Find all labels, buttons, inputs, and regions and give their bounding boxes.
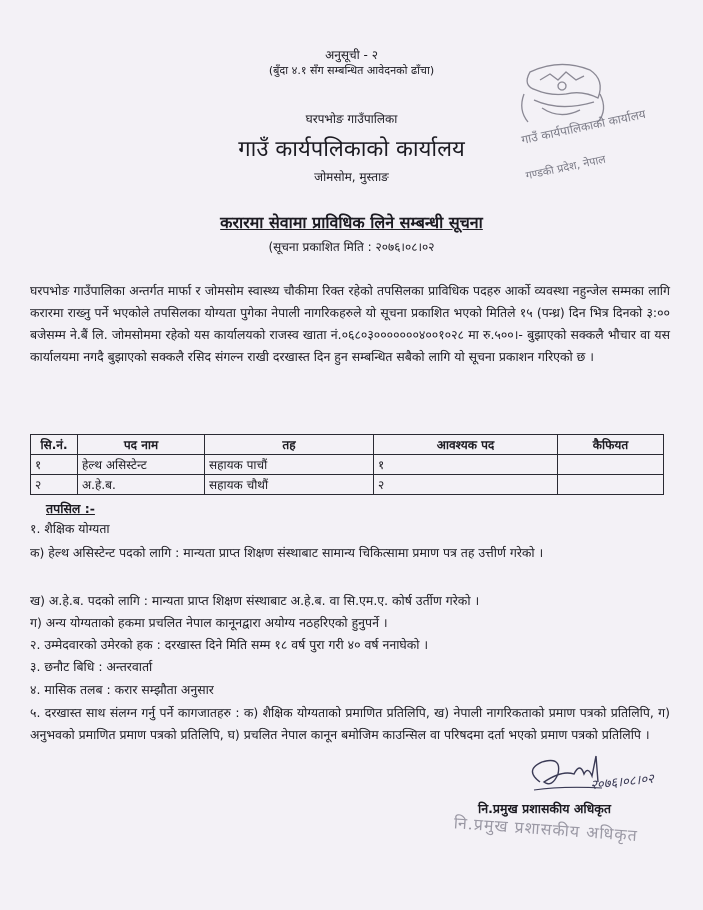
signatory-title: नि.प्रमुख प्रशासकीय अधिकृत <box>478 801 612 816</box>
posts-table <box>30 434 664 495</box>
seal-text-office: गाउँ कार्यपालिकाको कार्यालय <box>520 106 647 148</box>
annexure-item: क) हेल्थ असिस्टेन्ट पदको लागि : मान्यता प्राप्त शिक्षण संस्थाबाट सामान्य चिकित्सामा प्रमाण पत्र तह उत्तीर्ण गरेको । <box>30 545 544 560</box>
annexure-item: १. शैक्षिक योग्यता <box>30 521 110 536</box>
annexure-item: ग) अन्य योग्यताको हकमा प्रचलित नेपाल कानूनद्वारा अयोग्य नठहरिएको हुनुपर्ने । <box>30 615 388 630</box>
notice-title: करारमा सेवामा प्राविधिक लिने सम्बन्धी सूचना <box>220 213 483 232</box>
table-row <box>31 455 664 475</box>
annexure-item: ख) अ.हे.ब. पदको लागि : मान्यता प्राप्त शिक्षण संस्थाबाट अ.हे.ब. वा सि.एम.ए. कोर्ष उर्तीण गरेको । <box>30 593 480 608</box>
annexure-item: ३. छनौट बिधि : अन्तरवार्ता <box>30 659 153 674</box>
cell-remarks <box>558 455 664 475</box>
seal-text-province: गण्डकी प्रदेश, नेपाल <box>524 152 607 183</box>
cell-post-name: हेल्थ असिस्टेन्ट <box>78 455 205 475</box>
col-required-posts: आवश्यक पद <box>374 435 558 455</box>
organization-name: घरपभोङ गाउँपालिका <box>305 112 398 126</box>
office-location: जोमसोम, मुस्ताङ <box>314 170 389 184</box>
annexure-title: तपसिल :- <box>46 501 95 516</box>
col-remarks: कैफियत <box>558 435 664 455</box>
cell-remarks <box>558 475 664 495</box>
cell-required-posts: १ <box>374 455 558 475</box>
designation-stamp: नि.प्रमुख प्रशासकीय अधिकृत <box>453 813 639 846</box>
cell-level: सहायक चौथौं <box>205 475 374 495</box>
cell-required-posts: २ <box>374 475 558 495</box>
col-serial: सि.नं. <box>31 435 78 455</box>
annexure-item: ५. दरखास्त साथ संलग्न गर्नु पर्ने कागजातहरु : क) शैक्षिक योग्यताको प्रमाणित प्रतिलिपि, ख) नेपाली नागरिकताको प्रमाण पत्रको प्रतिलिपि, ग) अनुभवको प्रमाणित प्रमाण पत्रको प्रतिलिपि, घ) प्रचलित नेपाल कानून बमोजिम काउन्सिल वा परिषदमा दर्ता भएको प्रमाण पत्रको प्रतिलिपि । <box>30 705 670 742</box>
notice-publish-date: (सूचना प्रकाशित मिति : २०७६।०८।०२ <box>268 240 435 254</box>
office-name: गाउँ कार्यपलिकाको कार्यालय <box>238 137 465 162</box>
col-post-name: पद नाम <box>78 435 205 455</box>
signature-date: २०७६।०८।०२ <box>589 771 655 794</box>
notice-body: घरपभोङ गाउँपालिका अन्तर्गत मार्फा र जोमसोम स्वास्थ्य चौकीमा रिक्त रहेको तपसिलका प्राविधिक पदहरु आर्को व्यवस्था नहुन्जेल सम्मका लागि करारमा राख्नु पर्ने भएकोले तपसिलका योग्यता पुगेका नेपाली नागरिकहरुले यो सूचना प्रकाशित भएको मितिले १५ (पन्ध्र) दिन भित्र दिनको ३:०० बजेसम्म ने.बैं लि. जोमसोममा रहेको यस कार्यालयको राजस्व खाता नं.०६८०३०००००००४००१०२८ मा रु.५००।- बुझाएको सक्कलै भौचार वा यस कार्यालयमा नगदै बुझाएको सक्कलै रसिद संगल्न राखी दरखास्त दिन हुन सम्बन्धित सबैको लागि यो सूचना प्रकाशन गरिएको छ । <box>30 283 670 364</box>
cell-serial: २ <box>31 475 78 495</box>
cell-level: सहायक पाचौं <box>205 455 374 475</box>
cell-post-name: अ.हे.ब. <box>78 475 205 495</box>
cell-serial: १ <box>31 455 78 475</box>
col-level: तह <box>205 435 374 455</box>
annex-label: अनुसूची - २ <box>325 48 378 62</box>
annexure-item: ४. मासिक तलब : करार सम्झौता अनुसार <box>30 682 214 697</box>
table-row <box>31 475 664 495</box>
table-header-row <box>31 435 664 455</box>
annex-subtitle: (बुँदा ४.१ सँग सम्बन्धित आवेदनको ढाँचा) <box>268 64 435 77</box>
annexure-item: २. उम्मेदवारको उमेरको हक : दरखास्त दिने मिति सम्म १८ वर्ष पुरा गरी ४० वर्ष ननाघेको । <box>30 637 429 652</box>
